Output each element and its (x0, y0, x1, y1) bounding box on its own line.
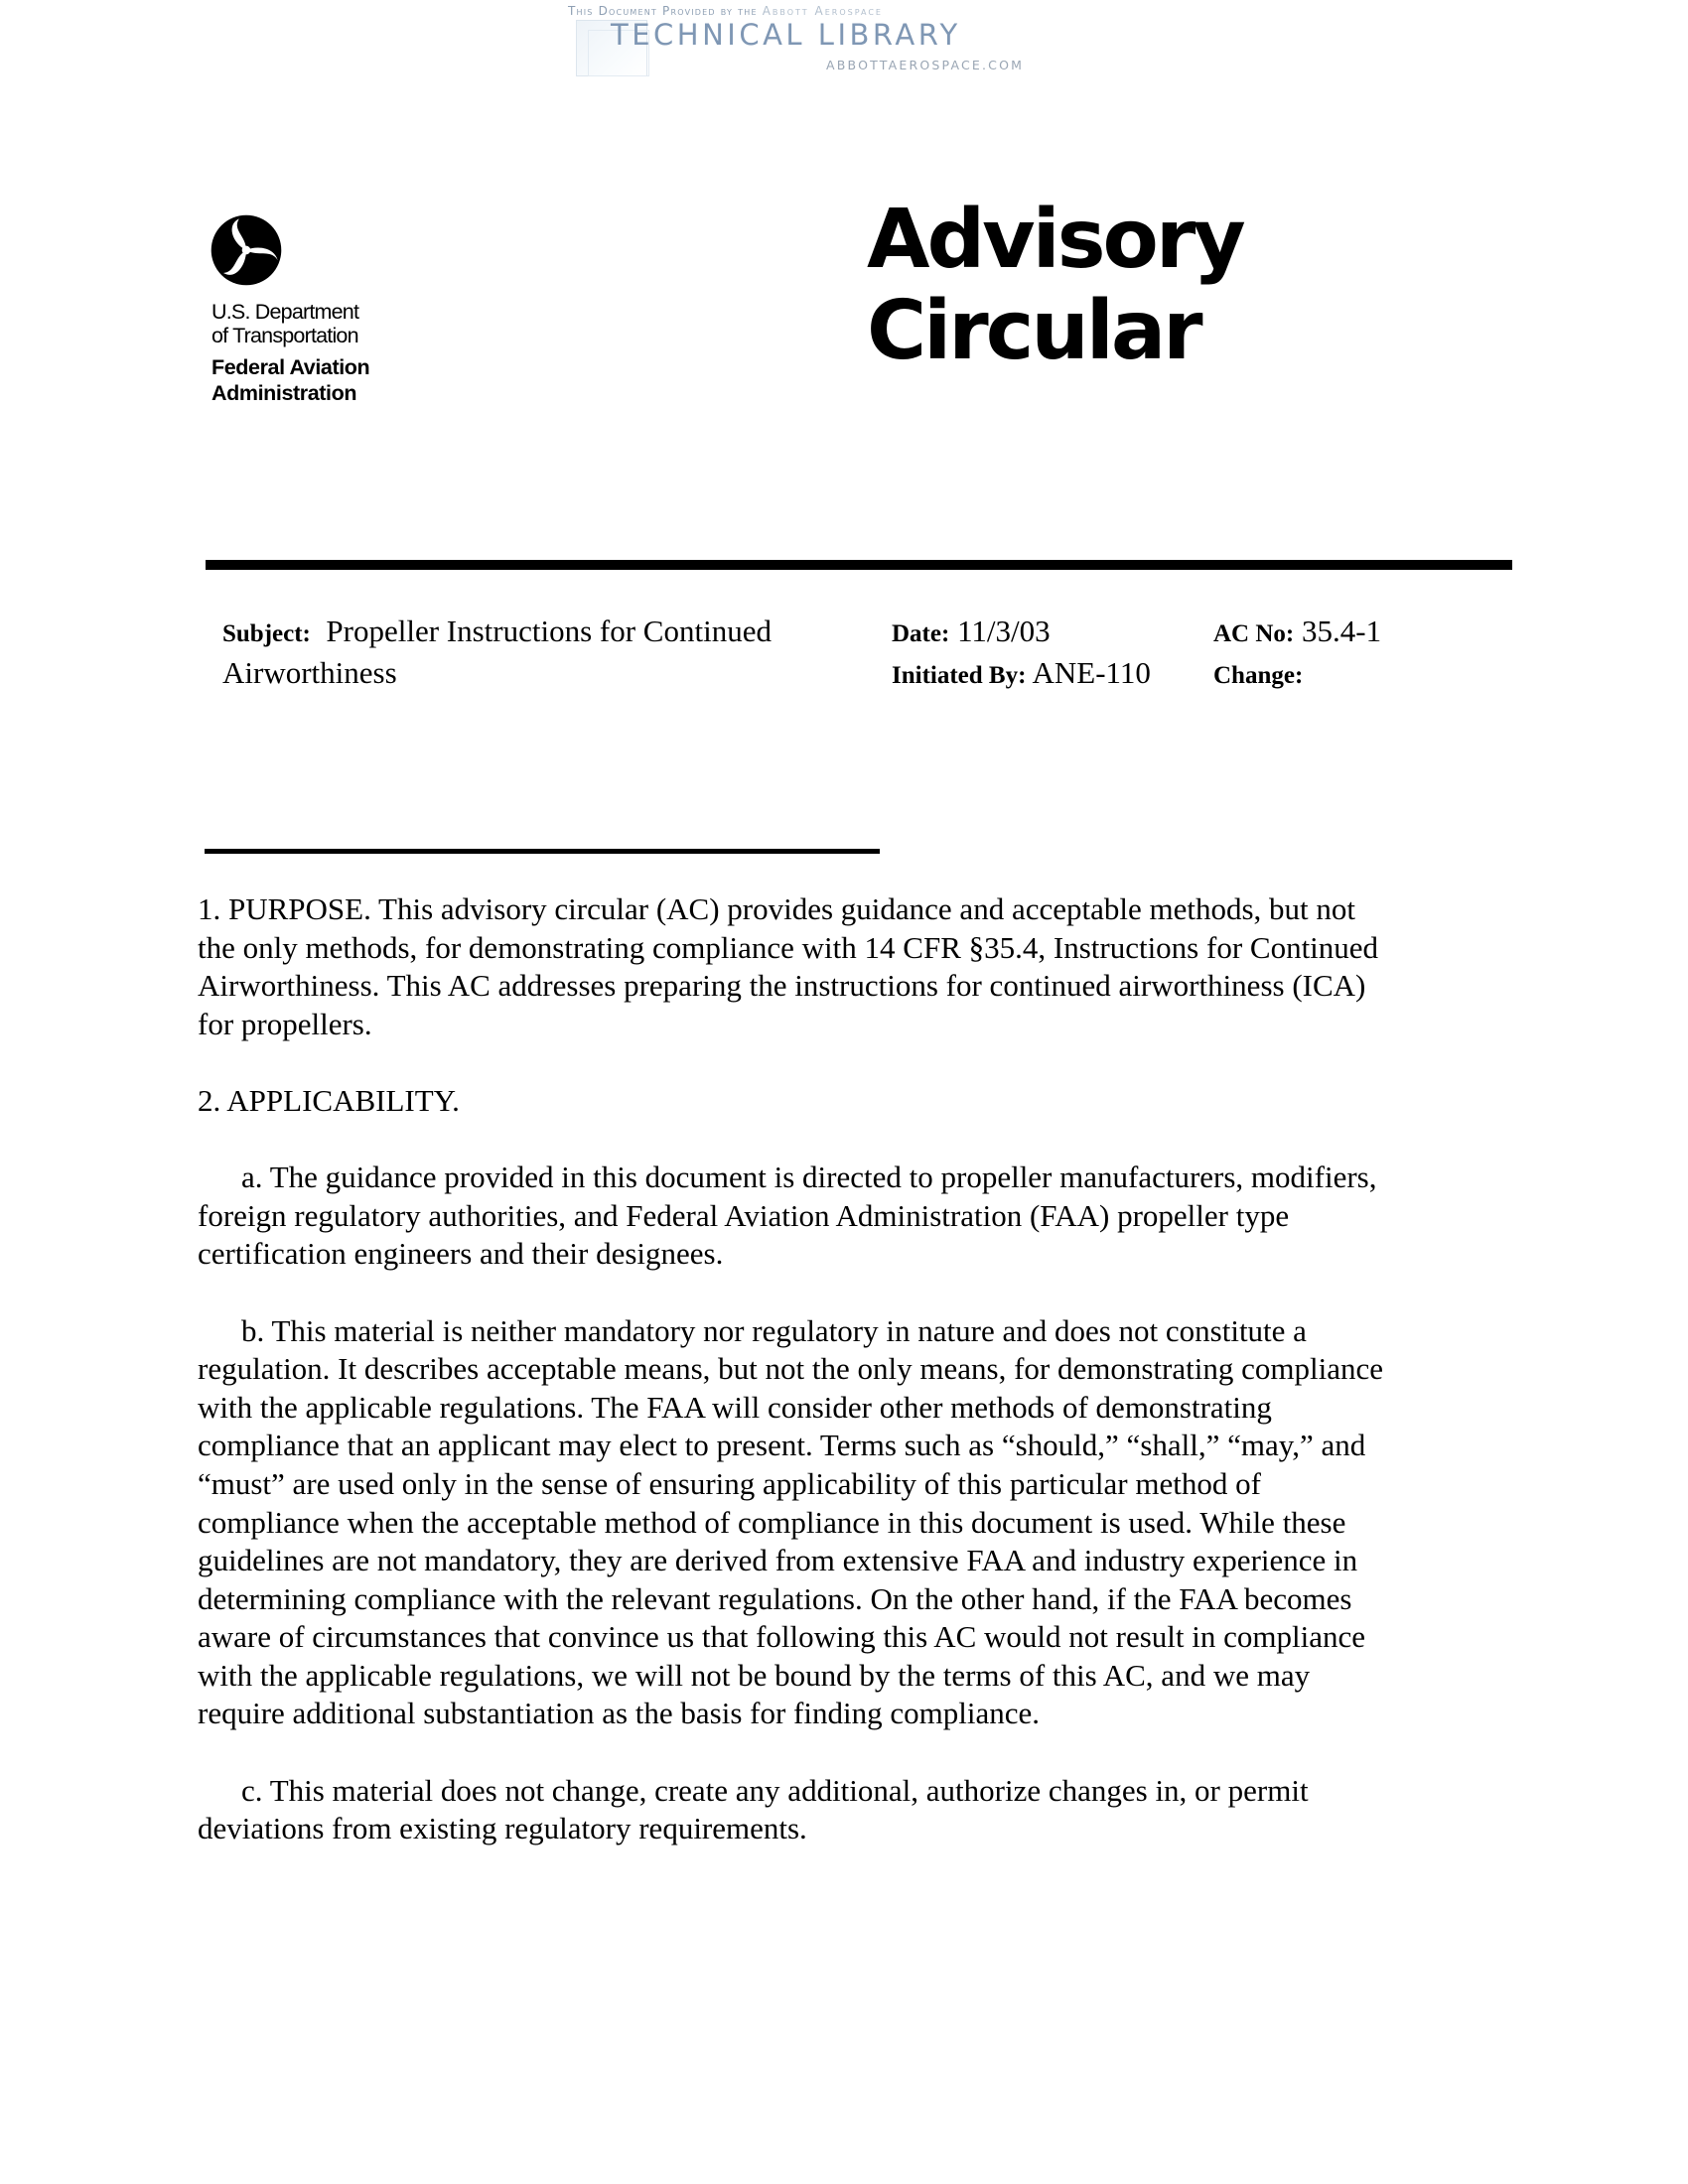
paragraph-a (198, 1159, 1508, 1274)
watermark-prefix: This Document Provided by the (568, 4, 758, 18)
watermark-website: ABBOTTAEROSPACE.COM (826, 58, 1025, 72)
document-title (867, 195, 1243, 377)
paragraph-a-line: foreign regulatory authorities, and Federal Aviation Administration (FAA) propeller type (198, 1197, 1290, 1233)
initiated-by-label: Initiated By: (892, 662, 1027, 689)
ac-number-label: AC No: (1213, 620, 1295, 647)
subject-label: Subject: (222, 620, 311, 647)
paragraph-b-line: require additional substantiation as the basis for finding compliance. (198, 1696, 1040, 1731)
paragraph-c-line: c. This material does not change, create any additional, authorize changes in, or permit (241, 1772, 1309, 1808)
initiated-by-value: ANE-110 (1032, 655, 1151, 690)
paragraph-b (198, 1312, 1508, 1734)
paragraph-b-line: guidelines are not mandatory, they are derived from extensive FAA and industry experience in (198, 1543, 1358, 1578)
paragraph-b-line: “must” are used only in the sense of ensuring applicability of this particular method of (198, 1465, 1261, 1501)
department-line-2: of Transportation (211, 324, 358, 347)
paragraph-b-line: b. This material is neither mandatory nor regulatory in nature and does not constitute a (241, 1312, 1307, 1348)
paragraph-b-line: compliance when the acceptable method of compliance in this document is used. While these (198, 1504, 1346, 1540)
subject-field (222, 612, 772, 692)
watermark-provided-by (568, 4, 883, 18)
date-label: Date: (892, 620, 950, 647)
purpose-line: for propellers. (198, 1006, 372, 1041)
ac-number-block (1213, 612, 1381, 695)
paragraph-b-line: with the applicable regulations. The FAA will consider other methods of demonstrating (198, 1389, 1272, 1425)
change-label: Change: (1213, 662, 1304, 689)
purpose-line: 1. PURPOSE. This advisory circular (AC) provides guidance and acceptable methods, but not (198, 891, 1355, 926)
faa-name (211, 354, 369, 406)
faa-line-1: Federal Aviation (211, 355, 370, 379)
watermark-technical-library: TECHNICAL LIBRARY (611, 18, 961, 52)
date-value: 11/3/03 (957, 614, 1051, 648)
paragraph-b-line: compliance that an applicant may elect to present. Terms such as “should,” “shall,” “may,” and (198, 1428, 1366, 1463)
agency-block (211, 300, 369, 406)
purpose-section (198, 890, 1508, 1043)
document-body (198, 890, 1508, 1848)
faa-line-2: Administration (211, 381, 357, 405)
title-line-2: Circular (867, 284, 1200, 378)
paragraph-b-line: determining compliance with the relevant regulations. On the other hand, if the FAA becomes (198, 1580, 1352, 1616)
paragraph-b-line: aware of circumstances that convince us that following this AC would not result in compliance (198, 1619, 1365, 1655)
paragraph-c-line: deviations from existing regulatory requirements. (198, 1811, 807, 1846)
paragraph-b-line: with the applicable regulations, we will not be bound by the terms of this AC, and we may (198, 1657, 1311, 1693)
paragraph-a-line: certification engineers and their designees. (198, 1236, 724, 1272)
title-line-1: Advisory (867, 193, 1243, 287)
applicability-heading: 2. APPLICABILITY. (198, 1082, 460, 1118)
purpose-line: the only methods, for demonstrating compliance with 14 CFR §35.4, Instructions for Continued (198, 929, 1379, 965)
paragraph-b-line: regulation. It describes acceptable means, but not the only means, for demonstrating compliance (198, 1351, 1383, 1387)
purpose-line: Airworthiness. This AC addresses preparing the instructions for continued airworthiness (ICA) (198, 968, 1366, 1004)
paragraph-a-line: a. The guidance provided in this document is directed to propeller manufacturers, modifiers, (241, 1160, 1377, 1195)
paragraph-c (198, 1772, 1508, 1848)
department-name (211, 300, 369, 347)
department-line-1: U.S. Department (211, 300, 359, 324)
signature-divider (205, 849, 880, 854)
watermark-brand: Abbott Aerospace (762, 4, 883, 18)
ac-number-value: 35.4-1 (1302, 614, 1382, 648)
technical-library-watermark (566, 0, 1082, 79)
subject-value-line-2: Airworthiness (222, 655, 397, 690)
dot-triskelion-logo-icon (211, 214, 282, 286)
header-divider (206, 560, 1512, 570)
subject-value-line-1: Propeller Instructions for Continued (326, 614, 772, 648)
date-initiated-block (892, 612, 1151, 695)
